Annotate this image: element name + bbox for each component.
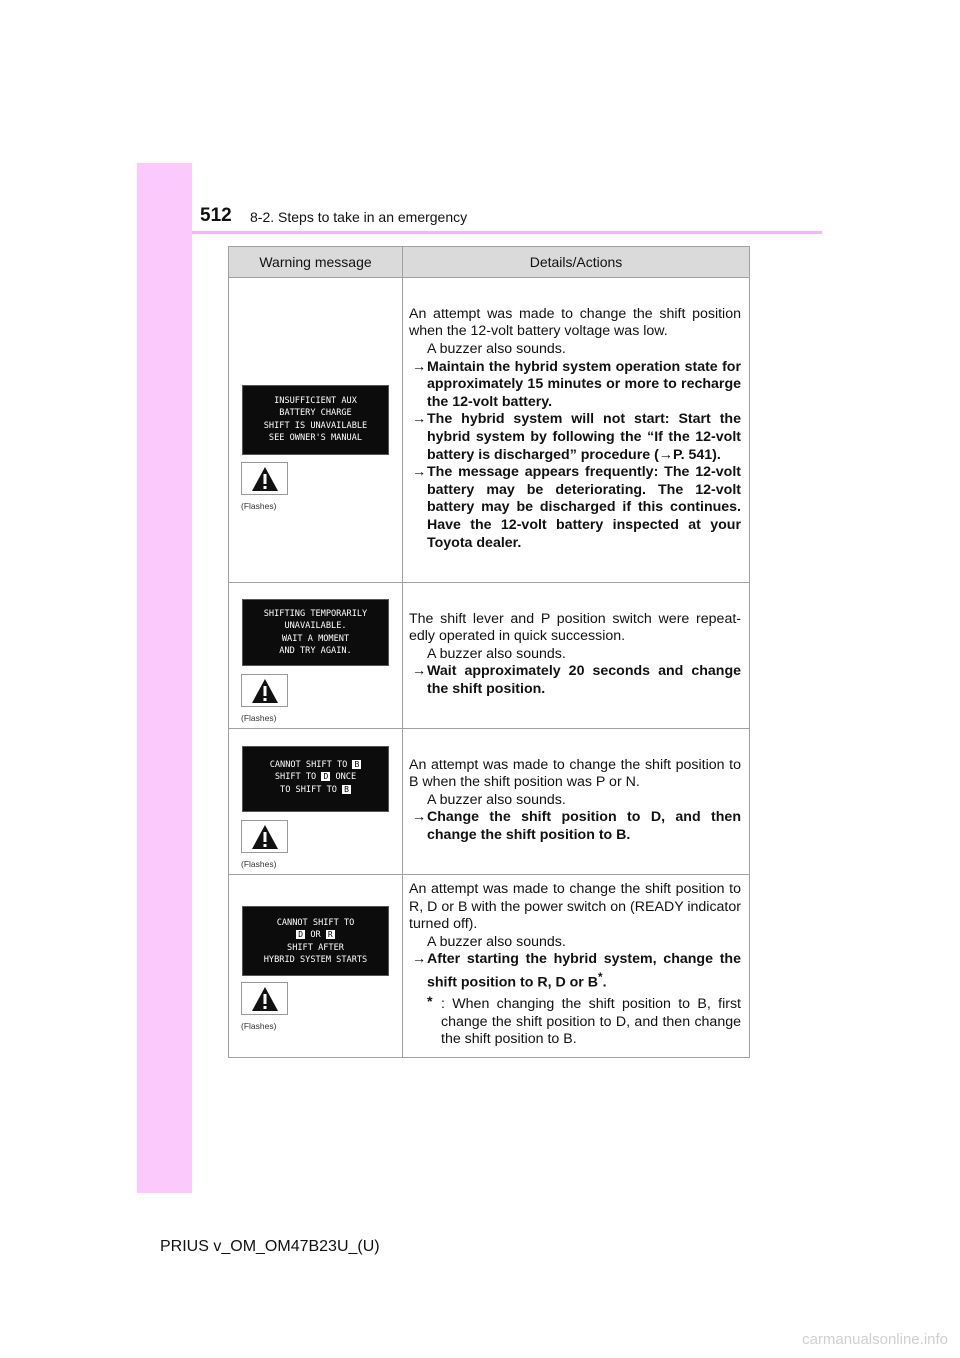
- cause-text: The shift lever and P position switch were repeat-edly operated in quick succession.: [409, 610, 741, 645]
- column-header-warning: Warning message: [229, 247, 403, 278]
- buzzer-note: A buzzer also sounds.: [427, 341, 566, 358]
- warning-image-cell: [229, 875, 403, 1058]
- cause-text: An attempt was made to change the shift position to B when the shift position was P or N.: [409, 756, 741, 791]
- arrow-icon: →: [412, 951, 427, 968]
- arrow-icon: →: [412, 464, 427, 481]
- buzzer-note: A buzzer also sounds.: [427, 933, 566, 950]
- warning-message-table: [228, 246, 750, 1058]
- footnote-marker: *: [598, 969, 603, 984]
- table-row: [229, 729, 750, 875]
- flashes-label: (Flashes): [241, 713, 277, 723]
- action-item: → After starting the hybrid system, change the shift position to R, D or B*.: [412, 951, 741, 991]
- details-cell: [403, 875, 750, 1058]
- lcd-message-display: [242, 746, 389, 812]
- cause-text: An attempt was made to change the shift position to R, D or B with the power switch on (READY indicator turned off).: [409, 881, 741, 933]
- action-item: → The message appears frequently: The 12-volt battery may be deteriorating. The 12-volt battery may be discharged if this continues. Have the 12-volt battery inspected at your Toyota dealer.: [412, 464, 741, 551]
- footnote: * : When changing the shift position to B, first change the shift position to D, and then change the shift position to B.: [427, 994, 741, 1048]
- warning-triangle-icon: [241, 982, 288, 1015]
- flashes-label: (Flashes): [241, 859, 277, 869]
- table-row: [229, 875, 750, 1058]
- lcd-line: CANNOT SHIFT TO B: [269, 760, 360, 770]
- details-cell: [403, 583, 750, 729]
- lcd-line: SHIFT TO D ONCE: [274, 772, 357, 783]
- lcd-line: SHIFT AFTER: [287, 942, 344, 953]
- warning-image-cell: [229, 729, 403, 875]
- lcd-line: UNAVAILABLE.: [284, 621, 347, 632]
- lcd-line: WAIT A MOMENT: [281, 633, 350, 644]
- side-color-band: [137, 163, 192, 1193]
- warning-image-cell: [229, 583, 403, 729]
- lcd-line: HYBRID SYSTEM STARTS: [263, 954, 368, 965]
- buzzer-note: A buzzer also sounds.: [427, 791, 566, 808]
- table-header-row: [229, 247, 750, 278]
- buzzer-note: A buzzer also sounds.: [427, 645, 566, 662]
- lcd-message-display: [242, 599, 389, 666]
- lcd-line: CANNOT SHIFT TO: [276, 918, 355, 928]
- arrow-icon: →: [412, 411, 427, 428]
- details-cell: [403, 729, 750, 875]
- table-row: [229, 278, 750, 583]
- flashes-label: (Flashes): [241, 1021, 277, 1031]
- cause-text: An attempt was made to change the shift position when the 12-volt battery voltage was low.: [409, 305, 741, 340]
- column-header-details: Details/Actions: [403, 247, 750, 278]
- watermark: carmanualsonline.info: [802, 1331, 948, 1348]
- action-item: → The hybrid system will not start: Start the hybrid system by following the “If the 12-volt battery is discharged” procedure (→P. 541).: [412, 411, 741, 463]
- action-item: → Maintain the hybrid system operation state for approximately 15 minutes or more to recharge the 12-volt battery.: [412, 358, 741, 410]
- lcd-line: SEE OWNER'S MANUAL: [268, 432, 363, 443]
- warning-triangle-icon: [241, 674, 288, 707]
- flashes-label: (Flashes): [241, 501, 277, 511]
- section-title: 8-2. Steps to take in an emergency: [250, 209, 468, 225]
- lcd-line: SHIFTING TEMPORARILY: [263, 609, 368, 619]
- lcd-line: INSUFFICIENT AUX: [274, 396, 357, 406]
- lcd-line: TO SHIFT TO B: [280, 784, 349, 795]
- table-row: [229, 583, 750, 729]
- arrow-icon: →: [412, 809, 427, 826]
- warning-triangle-icon: [241, 462, 288, 495]
- document-code: PRIUS v_OM_OM47B23U_(U): [160, 1238, 380, 1255]
- lcd-line: D OR R: [298, 930, 333, 941]
- action-item: → Change the shift position to D, and then change the shift position to B.: [412, 809, 741, 843]
- warning-triangle-icon: [241, 820, 288, 853]
- arrow-icon: →: [412, 663, 427, 680]
- warning-image-cell: [229, 278, 403, 583]
- details-cell: [403, 278, 750, 583]
- action-item: → Wait approximately 20 seconds and change the shift position.: [412, 663, 741, 697]
- page-number: 512: [200, 205, 232, 226]
- arrow-icon: →: [412, 358, 427, 375]
- lcd-line: SHIFT IS UNAVAILABLE: [263, 420, 368, 431]
- lcd-message-display: [242, 906, 389, 976]
- lcd-line: BATTERY CHARGE: [279, 408, 352, 419]
- lcd-line: AND TRY AGAIN.: [279, 645, 352, 656]
- lcd-message-display: [242, 385, 389, 455]
- header-divider: [192, 231, 822, 234]
- footnote-marker: *: [427, 994, 433, 1011]
